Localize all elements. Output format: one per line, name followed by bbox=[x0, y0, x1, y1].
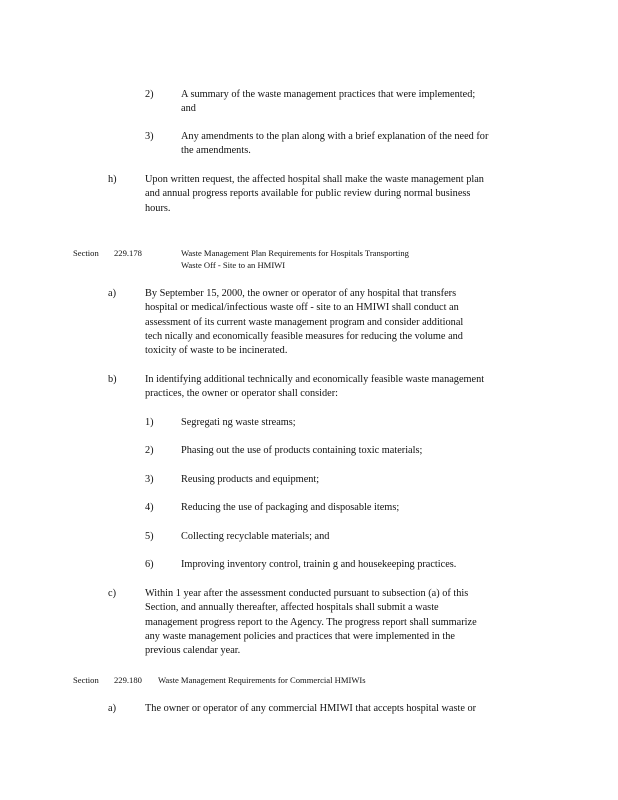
list-item-3-text: Reusing products and equipment; bbox=[181, 474, 320, 485]
text-line: Section, and annually thereafter, affected hospitals shall submit a waste bbox=[145, 602, 439, 614]
list-item-3-label: 3) bbox=[145, 474, 154, 485]
section-229-180-label: Section bbox=[73, 675, 99, 685]
item-2-text bbox=[181, 88, 475, 117]
text-line: assessment of its current waste management program and consider additional bbox=[145, 316, 464, 328]
item-3-label: 3) bbox=[145, 131, 154, 142]
title-line: Waste Management Requirements for Commercial HMIWIs bbox=[158, 675, 366, 685]
list-item-2-label: 2) bbox=[145, 445, 154, 456]
list-item-6-label: 6) bbox=[145, 559, 154, 570]
section-229-178-label: Section bbox=[73, 248, 99, 258]
list-item-4-text: Reducing the use of packaging and disposable items; bbox=[181, 502, 400, 513]
para-c-text bbox=[145, 587, 477, 658]
item-2-label: 2) bbox=[145, 89, 154, 100]
section-229-178-title bbox=[181, 247, 409, 271]
s2-para-a-label: a) bbox=[108, 703, 116, 714]
text-line: Any amendments to the plan along with a brief explanation of the need for bbox=[181, 131, 489, 142]
text-line: any waste management policies and practices that were implemented in the bbox=[145, 630, 455, 642]
text-line: toxicity of waste to be incinerated. bbox=[145, 345, 288, 357]
list-item-6-text: Improving inventory control, trainin g and housekeeping practices. bbox=[181, 559, 457, 570]
text-line: practices, the owner or operator shall consider: bbox=[145, 388, 338, 400]
text-line: tech nically and economically feasible measures for reducing the volume and bbox=[145, 330, 463, 342]
text-line: In identifying additional technically and economically feasible waste management bbox=[145, 374, 485, 385]
section-229-178-number: 229.178 bbox=[114, 248, 142, 258]
section-229-180-number: 229.180 bbox=[114, 675, 142, 685]
list-item-5-text: Collecting recyclable materials; and bbox=[181, 531, 330, 542]
para-b-text bbox=[145, 373, 484, 402]
list-item-2-text: Phasing out the use of products containing toxic materials; bbox=[181, 445, 423, 456]
item-3-text bbox=[181, 130, 488, 159]
title-line: Waste Management Plan Requirements for Hospitals Transporting bbox=[181, 248, 409, 258]
text-line: hospital or medical/infectious waste off - site to an HMIWI shall conduct an bbox=[145, 302, 459, 314]
text-line: Within 1 year after the assessment conducted pursuant to subsection (a) of this bbox=[145, 588, 469, 599]
para-a-text bbox=[145, 287, 463, 358]
list-item-1-text: Segregati ng waste streams; bbox=[181, 417, 296, 428]
s2-para-a-text bbox=[145, 702, 476, 716]
text-line: hours. bbox=[145, 202, 171, 214]
text-line: previous calendar year. bbox=[145, 645, 241, 657]
title-line: Waste Off - Site to an HMIWI bbox=[181, 260, 286, 270]
list-item-4-label: 4) bbox=[145, 502, 154, 513]
item-h-label: h) bbox=[108, 174, 117, 185]
para-c-label: c) bbox=[108, 588, 116, 599]
text-line: and bbox=[181, 103, 196, 115]
item-h-text bbox=[145, 173, 484, 216]
text-line: Upon written request, the affected hospital shall make the waste management plan bbox=[145, 174, 484, 185]
para-a-label: a) bbox=[108, 288, 116, 299]
text-line: and annual progress reports available for public review during normal business bbox=[145, 188, 471, 200]
list-item-5-label: 5) bbox=[145, 531, 154, 542]
section-229-180-title bbox=[158, 674, 366, 686]
text-line: By September 15, 2000, the owner or operator of any hospital that transfers bbox=[145, 288, 457, 299]
text-line: management progress report to the Agency. The progress report shall summarize bbox=[145, 616, 477, 628]
text-line: The owner or operator of any commercial HMIWI that accepts hospital waste or bbox=[145, 703, 477, 714]
list-item-1-label: 1) bbox=[145, 417, 154, 428]
text-line: A summary of the waste management practices that were implemented; bbox=[181, 89, 476, 100]
text-line: the amendments. bbox=[181, 145, 251, 157]
para-b-label: b) bbox=[108, 374, 117, 385]
